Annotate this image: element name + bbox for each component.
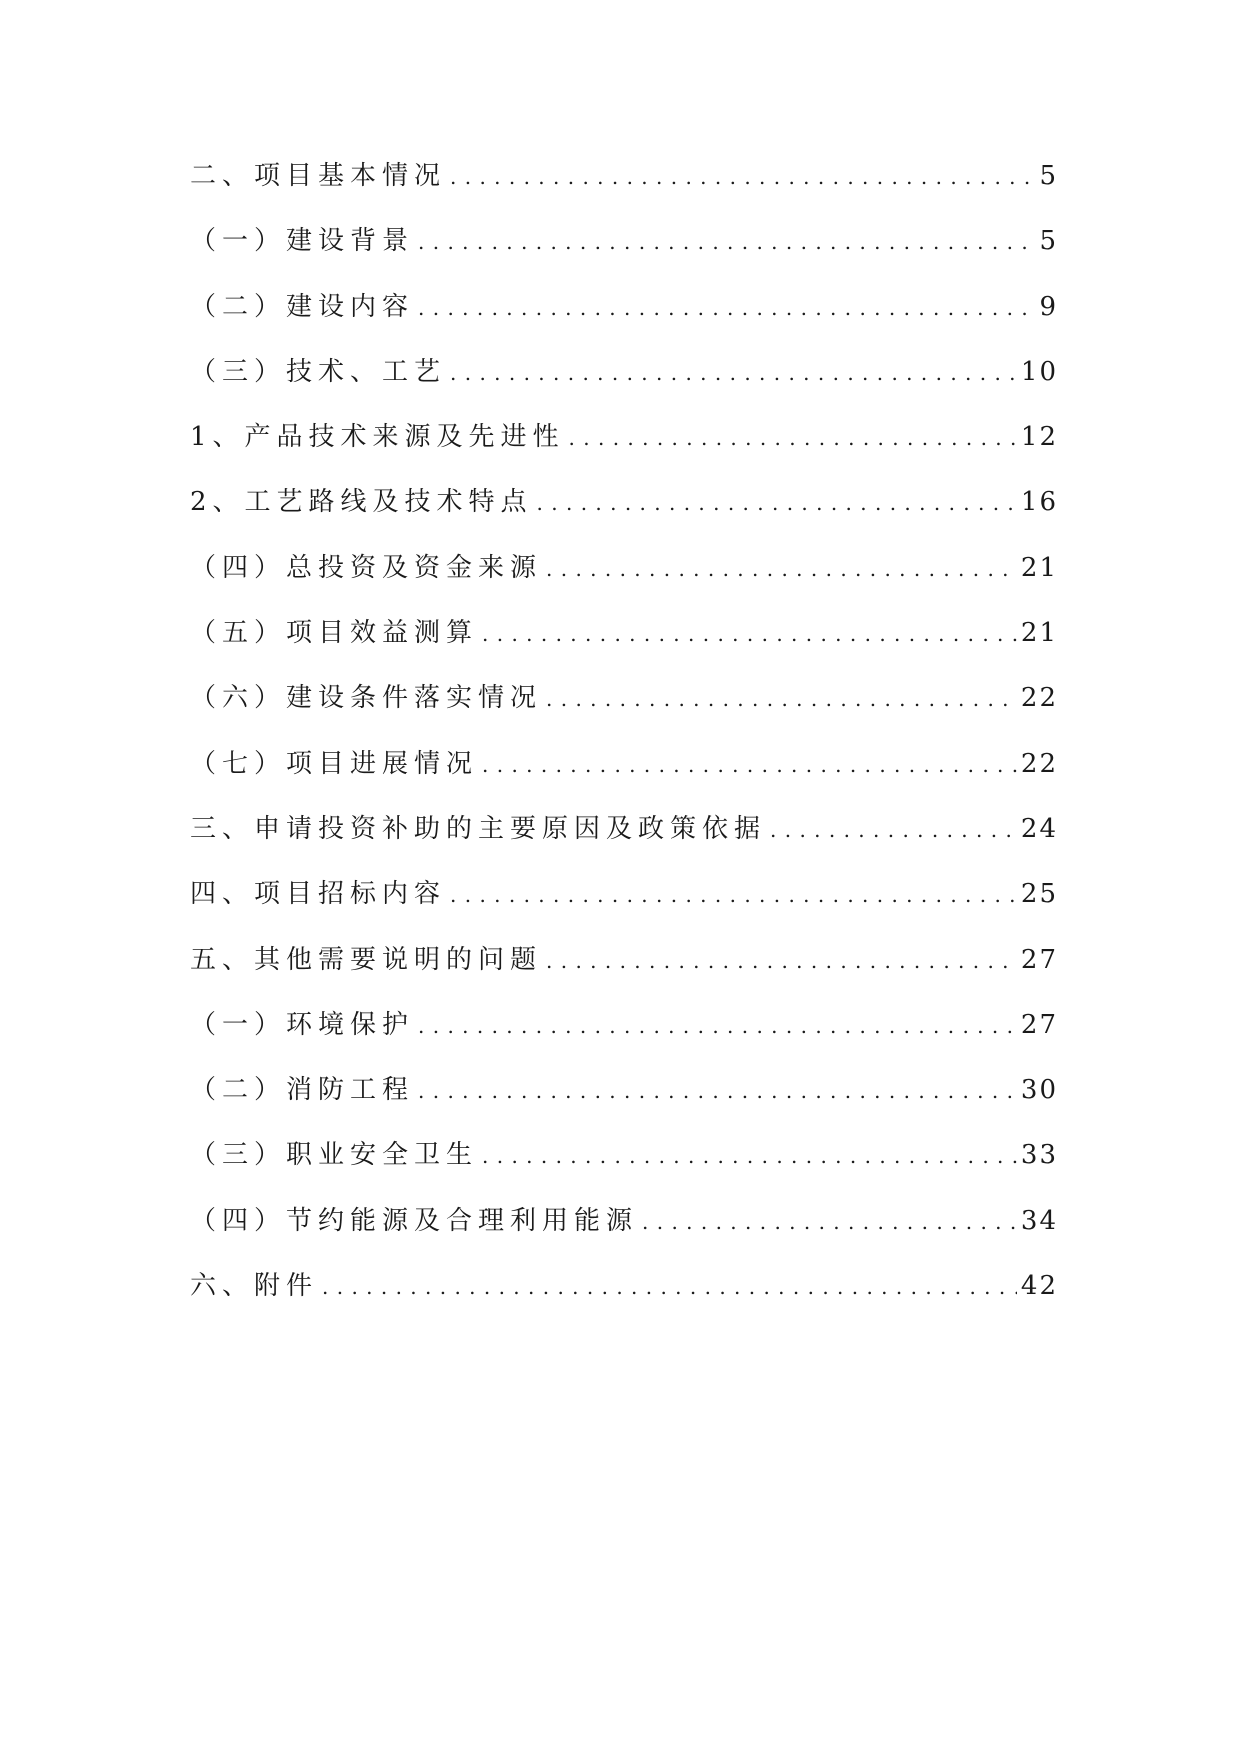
toc-dot-leader bbox=[418, 292, 1035, 322]
toc-entry-page: 9 bbox=[1039, 291, 1058, 322]
toc-dot-leader bbox=[482, 1140, 1017, 1170]
toc-dot-leader bbox=[450, 357, 1017, 387]
toc-entry-title: （六）建设条件落实情况 bbox=[190, 683, 543, 714]
toc-dot-leader bbox=[546, 553, 1017, 583]
toc-entry[interactable] bbox=[190, 1069, 1058, 1134]
toc-entry-title: （四）总投资及资金来源 bbox=[190, 552, 543, 583]
toc-dot-leader bbox=[546, 683, 1017, 713]
toc-entry-title: 六、附件 bbox=[190, 1271, 319, 1302]
toc-entry-title: （一）环境保护 bbox=[190, 1009, 415, 1040]
table-of-contents bbox=[190, 155, 1058, 1330]
toc-entry-page: 25 bbox=[1020, 879, 1058, 910]
toc-entry[interactable] bbox=[190, 743, 1058, 808]
toc-entry-page: 33 bbox=[1020, 1140, 1058, 1171]
toc-dot-leader bbox=[546, 945, 1017, 975]
toc-entry-title: （三）职业安全卫生 bbox=[190, 1140, 479, 1171]
toc-entry-title: （七）项目进展情况 bbox=[190, 748, 479, 779]
toc-entry[interactable] bbox=[190, 808, 1058, 873]
toc-dot-leader bbox=[450, 879, 1017, 909]
toc-entry-title: （四）节约能源及合理利用能源 bbox=[190, 1205, 639, 1236]
toc-entry[interactable] bbox=[190, 220, 1058, 285]
toc-entry-page: 42 bbox=[1020, 1271, 1058, 1302]
toc-dot-leader bbox=[482, 618, 1017, 648]
toc-entry-page: 22 bbox=[1020, 748, 1058, 779]
toc-dot-leader bbox=[770, 814, 1017, 844]
toc-dot-leader bbox=[418, 1075, 1017, 1105]
toc-dot-leader bbox=[482, 749, 1017, 779]
toc-entry-page: 12 bbox=[1020, 422, 1058, 453]
toc-dot-leader bbox=[418, 226, 1035, 256]
toc-entry[interactable] bbox=[190, 547, 1058, 612]
toc-dot-leader bbox=[569, 422, 1017, 452]
toc-entry[interactable] bbox=[190, 155, 1058, 220]
toc-entry-title: （二）建设内容 bbox=[190, 291, 415, 322]
toc-entry-page: 10 bbox=[1020, 356, 1058, 387]
toc-entry-page: 5 bbox=[1039, 161, 1058, 191]
toc-entry-title: 2、工艺路线及技术特点 bbox=[190, 487, 533, 518]
toc-entry-title: （一）建设背景 bbox=[190, 226, 415, 257]
toc-entry-title: 三、申请投资补助的主要原因及政策依据 bbox=[190, 813, 767, 844]
toc-dot-leader bbox=[418, 1010, 1017, 1040]
toc-entry-page: 5 bbox=[1039, 226, 1058, 257]
toc-entry[interactable] bbox=[190, 481, 1058, 546]
toc-entry-page: 21 bbox=[1020, 552, 1058, 583]
toc-entry[interactable] bbox=[190, 1004, 1058, 1069]
toc-entry-title: （五）项目效益测算 bbox=[190, 618, 479, 649]
toc-entry[interactable] bbox=[190, 351, 1058, 416]
toc-entry-title: 四、项目招标内容 bbox=[190, 879, 447, 910]
toc-entry-title: （二）消防工程 bbox=[190, 1075, 415, 1106]
toc-dot-leader bbox=[642, 1206, 1017, 1236]
toc-entry-page: 22 bbox=[1020, 683, 1058, 714]
toc-entry[interactable] bbox=[190, 873, 1058, 938]
toc-entry[interactable] bbox=[190, 1200, 1058, 1265]
toc-entry[interactable] bbox=[190, 1134, 1058, 1199]
toc-dot-leader bbox=[322, 1271, 1017, 1301]
toc-entry-page: 34 bbox=[1020, 1205, 1058, 1236]
toc-entry[interactable] bbox=[190, 1265, 1058, 1330]
toc-entry-title: 二、项目基本情况 bbox=[190, 161, 447, 191]
toc-entry[interactable] bbox=[190, 939, 1058, 1004]
toc-entry-title: 五、其他需要说明的问题 bbox=[190, 944, 543, 975]
toc-entry-title: （三）技术、工艺 bbox=[190, 356, 447, 387]
toc-entry-page: 24 bbox=[1020, 813, 1058, 844]
toc-entry-page: 27 bbox=[1020, 1009, 1058, 1040]
toc-entry-page: 27 bbox=[1020, 944, 1058, 975]
toc-dot-leader bbox=[450, 161, 1035, 191]
toc-entry-title: 1、产品技术来源及先进性 bbox=[190, 422, 565, 453]
toc-entry[interactable] bbox=[190, 677, 1058, 742]
toc-entry-page: 21 bbox=[1020, 618, 1058, 649]
toc-entry[interactable] bbox=[190, 612, 1058, 677]
toc-entry-page: 30 bbox=[1020, 1075, 1058, 1106]
toc-entry-page: 16 bbox=[1020, 487, 1058, 518]
toc-entry[interactable] bbox=[190, 416, 1058, 481]
toc-entry[interactable] bbox=[190, 286, 1058, 351]
toc-dot-leader bbox=[537, 487, 1017, 517]
